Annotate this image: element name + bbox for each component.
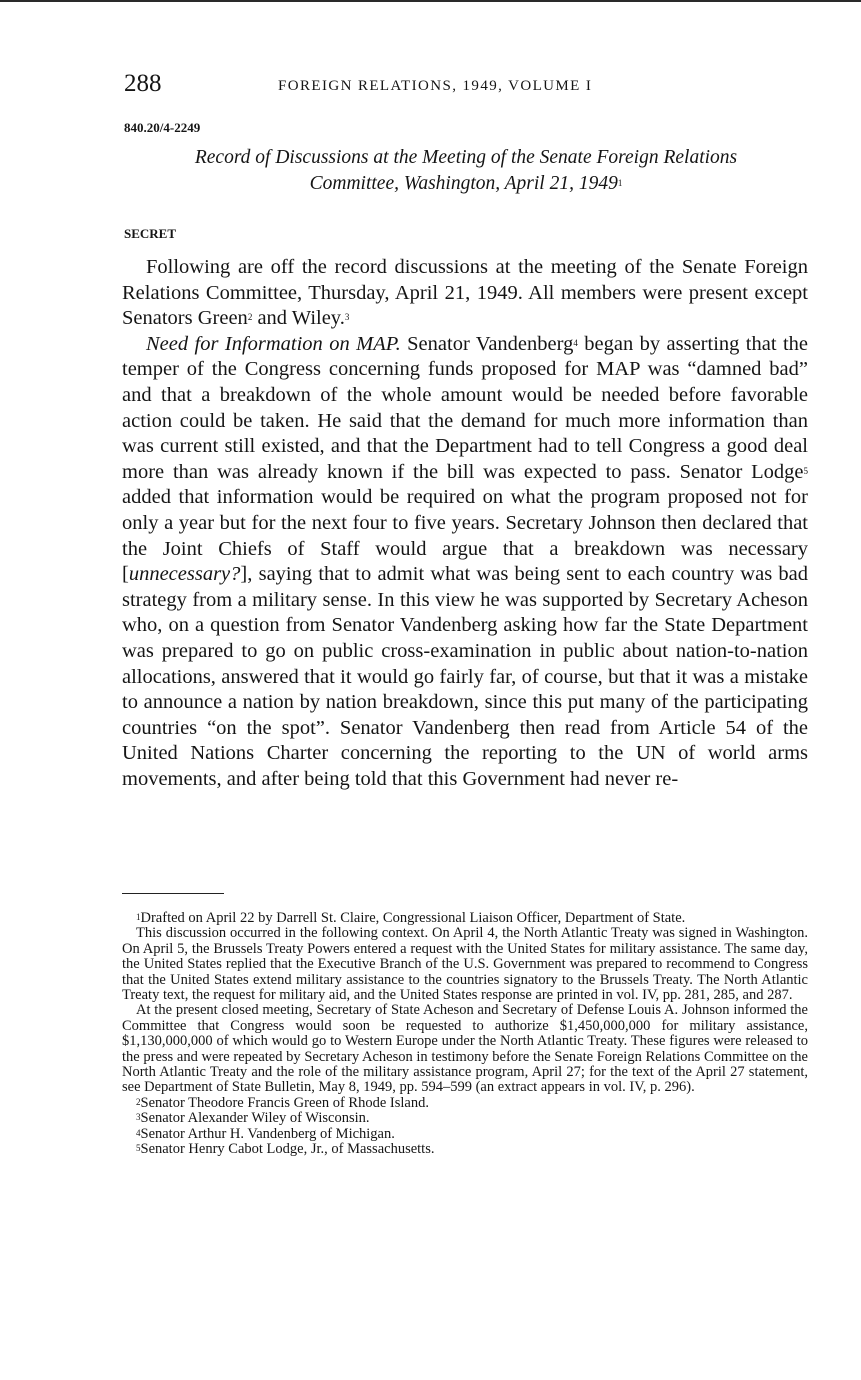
paragraph-2	[122, 332, 808, 793]
footnote-text: This discussion occurred in the following context. On April 4, the North Atlantic Treaty was signed in Washington. On April 5, the Brussels Treaty Powers entered a request with the United States for military assistance. The same day, the United States replied that the Executive Branch of the U.S. Government was prepared to recommend to Congress that the United States extend military assistance to the countries signatory to the Brussels Treaty. The North Atlantic Treaty text, the request for military aid, and the United States response are printed in vol. IV, pp. 281, 285, and 287.	[122, 925, 808, 1004]
running-head: FOREIGN RELATIONS, 1949, VOLUME I	[278, 78, 593, 94]
footnote-ref-1: 1	[617, 178, 623, 188]
document-file-number: 840.20/4-2249	[124, 120, 201, 135]
footnote-4	[122, 1127, 808, 1142]
footnote-ref-5: 5	[803, 465, 808, 476]
body-text	[122, 255, 808, 792]
classification-label: SECRET	[124, 226, 177, 241]
footnote-3	[122, 1111, 808, 1126]
para1-text: Following are off the record discussions at the meeting of the Senate Foreign Relations Committee, Thursday, April 21, 1949. All members were present except Senators Green	[122, 256, 808, 330]
footnote-1-meeting	[122, 1003, 808, 1095]
footnote-5	[122, 1142, 808, 1157]
footnote-1-context	[122, 926, 808, 1003]
section-heading: Need for Information on MAP.	[146, 332, 401, 355]
footnote-text: Senator Alexander Wiley of Wisconsin.	[140, 1110, 370, 1127]
footnote-text: Senator Arthur H. Vandenberg of Michigan.	[140, 1125, 395, 1142]
footnote-marker: 3	[136, 1112, 141, 1123]
footnote-1	[122, 911, 808, 926]
footnote-marker: 1	[136, 912, 141, 922]
title-line-2	[118, 171, 814, 197]
para2-text-c: added that information would be required on what the program proposed not for only a year but for the next four to five years. Secretary Johnson then declared that the Joint Chiefs of Staff would argue that a breakdown was necessary [	[122, 486, 808, 586]
footnote-separator	[122, 893, 224, 894]
footnote-text: Senator Henry Cabot Lodge, Jr., of Massachusetts.	[140, 1141, 435, 1158]
para1-text-end: and Wiley.	[252, 307, 345, 330]
top-border-rule	[0, 0, 861, 2]
para2-text-d: ], saying that to admit what was being sent to each country was bad strategy from a military sense. In this view he was supported by Secretary Acheson who, on a question from Senator Vandenberg asking how far the State Department was prepared to go on public cross-examination in public about nation-to-nation allocations, answered that it would go fairly far, of course, but that it was a mistake to announce a nation by nation breakdown, since this put many of the participating countries “on the spot”. Senator Vandenberg then read from Article 54 of the United Nations Charter concerning the reporting to the UN of world arms movements, and after being told that this Government had never re-	[122, 563, 808, 790]
document-title	[118, 145, 814, 197]
footnote-marker: 2	[136, 1096, 141, 1107]
footnotes	[122, 911, 808, 1158]
para2-text-b: began by asserting that the temper of the Congress concerning funds proposed for MAP was “damned bad” and that a breakdown of the whole amount would be needed before favorable action could be taken. He said that the demand for much more information than was current still existed, and that the Department had to tell Congress a good deal more than was already known if the bill was expected to pass. Senator Lodge	[122, 332, 808, 483]
footnote-marker: 5	[136, 1143, 141, 1154]
paragraph-1	[122, 255, 808, 332]
footnote-ref-3: 3	[344, 312, 350, 323]
footnote-text: Drafted on April 22 by Darrell St. Claire, Congressional Liaison Officer, Department of State.	[140, 910, 686, 926]
page-number: 288	[124, 70, 162, 97]
footnote-marker: 4	[136, 1127, 141, 1138]
para2-text-a: Senator Vandenberg	[400, 332, 574, 355]
title-line-2-text: Committee, Washington, April 21, 1949	[309, 173, 618, 194]
footnote-text: Senator Theodore Francis Green of Rhode Island.	[140, 1094, 429, 1111]
title-line-1: Record of Discussions at the Meeting of the Senate Foreign Relations	[194, 147, 738, 168]
page-header	[124, 70, 808, 102]
footnote-ref-4: 4	[573, 337, 578, 348]
footnote-text: At the present closed meeting, Secretary of State Acheson and Secretary of Defense Louis A. Johnson informed the Committee that Congress would soon be requested to authorize $1,450,000,000 for military assistance, $1,130,000,000 of which would go to Western Europe under the North Atlantic Treaty. These figures were released to the press and were repeated by Secretary Acheson in testimony before the Senate Foreign Relations Committee on the North Atlantic Treaty and the role of the military assistance program, April 27; for the text of the April 27 statement, see Department of State Bulletin, May 8, 1949, pp. 594–599 (an extract appears in vol. IV, p. 296).	[122, 1002, 808, 1096]
editorial-insertion: unnecessary?	[128, 563, 241, 586]
footnote-ref-2: 2	[247, 312, 253, 323]
footnote-2	[122, 1096, 808, 1111]
